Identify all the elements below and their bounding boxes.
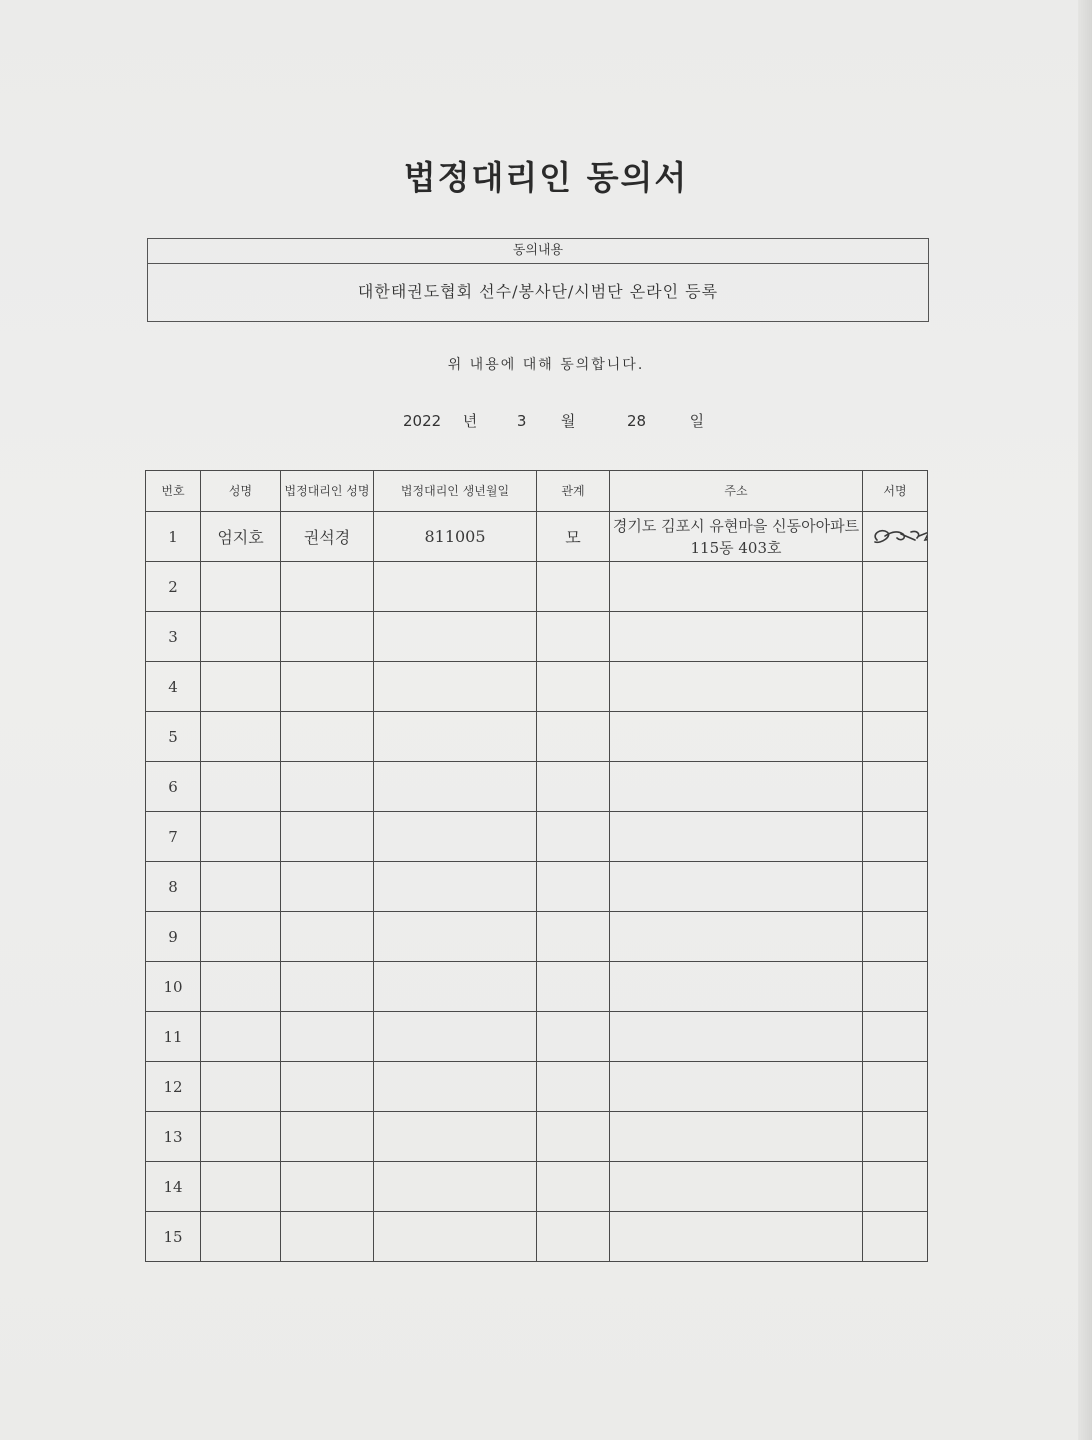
column-header-guardian-name: 법정대리인 성명 (281, 471, 374, 512)
cell-no: 7 (146, 812, 201, 862)
cell-guardian-birth (374, 762, 537, 812)
table-row (146, 1062, 928, 1112)
cell-guardian-name (281, 962, 374, 1012)
table-row (146, 1162, 928, 1212)
cell-address (610, 962, 863, 1012)
cell-name (201, 762, 281, 812)
cell-name (201, 1162, 281, 1212)
cell-signature (863, 812, 928, 862)
column-header-guardian-birth: 법정대리인 생년월일 (374, 471, 537, 512)
cell-address (610, 912, 863, 962)
cell-signature (863, 562, 928, 612)
cell-address (610, 612, 863, 662)
cell-address (610, 1112, 863, 1162)
cell-signature (863, 662, 928, 712)
cell-address: 경기도 김포시 유현마을 신동아아파트 115동 403호 (610, 512, 863, 562)
cell-guardian-birth (374, 912, 537, 962)
cell-relation (537, 1062, 610, 1112)
cell-no: 1 (146, 512, 201, 562)
cell-guardian-name (281, 762, 374, 812)
table-row (146, 512, 928, 562)
cell-guardian-birth (374, 562, 537, 612)
cell-signature (863, 1012, 928, 1062)
cell-relation (537, 712, 610, 762)
cell-guardian-name (281, 662, 374, 712)
cell-relation (537, 1112, 610, 1162)
date-line (403, 410, 704, 431)
cell-signature (863, 862, 928, 912)
cell-guardian-name (281, 812, 374, 862)
consent-box (147, 238, 929, 322)
cell-guardian-name (281, 1162, 374, 1212)
cell-address (610, 562, 863, 612)
column-header-no: 번호 (146, 471, 201, 512)
document-title: 법정대리인 동의서 (403, 158, 689, 197)
page-edge (1078, 0, 1092, 1440)
cell-name (201, 1212, 281, 1262)
date-year-unit: 년 (462, 412, 478, 430)
signature-mark (867, 520, 928, 554)
cell-no: 6 (146, 762, 201, 812)
cell-name (201, 1112, 281, 1162)
cell-no: 3 (146, 612, 201, 662)
cell-relation (537, 1012, 610, 1062)
table-row (146, 912, 928, 962)
cell-guardian-name: 권석경 (281, 512, 374, 562)
cell-guardian-name (281, 612, 374, 662)
cell-address (610, 762, 863, 812)
cell-guardian-name (281, 862, 374, 912)
cell-name (201, 912, 281, 962)
cell-address (610, 1162, 863, 1212)
cell-name (201, 812, 281, 862)
cell-signature (863, 1212, 928, 1262)
cell-guardian-birth (374, 812, 537, 862)
cell-guardian-name (281, 1112, 374, 1162)
table-row (146, 662, 928, 712)
table-row (146, 1112, 928, 1162)
cell-guardian-birth (374, 1162, 537, 1212)
cell-relation (537, 812, 610, 862)
cell-no: 8 (146, 862, 201, 912)
cell-address (610, 1062, 863, 1112)
cell-relation (537, 862, 610, 912)
column-header-signature: 서명 (863, 471, 928, 512)
table-body (146, 512, 928, 1262)
cell-no: 10 (146, 962, 201, 1012)
cell-no: 2 (146, 562, 201, 612)
cell-relation (537, 612, 610, 662)
table-row (146, 762, 928, 812)
cell-no: 9 (146, 912, 201, 962)
cell-signature (863, 1062, 928, 1112)
cell-guardian-birth (374, 712, 537, 762)
cell-guardian-birth: 811005 (374, 512, 537, 562)
cell-relation (537, 662, 610, 712)
cell-signature (863, 612, 928, 662)
cell-no: 15 (146, 1212, 201, 1262)
table-row (146, 962, 928, 1012)
cell-address (610, 712, 863, 762)
cell-name (201, 712, 281, 762)
cell-relation: 모 (537, 512, 610, 562)
date-year: 2022 (403, 412, 442, 430)
table-row (146, 1212, 928, 1262)
cell-address (610, 662, 863, 712)
date-day-unit: 일 (689, 412, 705, 430)
table-row (146, 862, 928, 912)
cell-name (201, 662, 281, 712)
cell-guardian-birth (374, 1112, 537, 1162)
guardian-table (145, 470, 928, 1262)
consent-content: 대한태권도협회 선수/봉사단/시범단 온라인 등록 (357, 282, 719, 301)
cell-guardian-birth (374, 862, 537, 912)
cell-name (201, 862, 281, 912)
cell-name: 엄지호 (201, 512, 281, 562)
cell-signature (863, 512, 928, 562)
cell-name (201, 1062, 281, 1112)
cell-no: 12 (146, 1062, 201, 1112)
date-month: 3 (516, 412, 527, 430)
cell-name (201, 612, 281, 662)
cell-guardian-birth (374, 1012, 537, 1062)
table-header-row (146, 471, 928, 512)
cell-name (201, 962, 281, 1012)
cell-guardian-birth (374, 962, 537, 1012)
cell-signature (863, 1162, 928, 1212)
cell-signature (863, 712, 928, 762)
cell-signature (863, 962, 928, 1012)
cell-address (610, 1012, 863, 1062)
cell-guardian-name (281, 712, 374, 762)
cell-signature (863, 1112, 928, 1162)
cell-guardian-birth (374, 1062, 537, 1112)
cell-relation (537, 762, 610, 812)
cell-name (201, 1012, 281, 1062)
column-header-address: 주소 (610, 471, 863, 512)
cell-no: 5 (146, 712, 201, 762)
column-header-relation: 관계 (537, 471, 610, 512)
cell-signature (863, 762, 928, 812)
column-header-name: 성명 (201, 471, 281, 512)
cell-guardian-name (281, 562, 374, 612)
cell-name (201, 562, 281, 612)
cell-address (610, 862, 863, 912)
cell-guardian-birth (374, 612, 537, 662)
table-row (146, 612, 928, 662)
cell-address (610, 812, 863, 862)
cell-guardian-birth (374, 662, 537, 712)
cell-guardian-name (281, 1212, 374, 1262)
date-month-unit: 월 (560, 412, 576, 430)
consent-header: 동의내용 (148, 239, 928, 264)
table-row (146, 712, 928, 762)
cell-relation (537, 962, 610, 1012)
date-day: 28 (626, 412, 647, 430)
table-row (146, 562, 928, 612)
cell-guardian-name (281, 1062, 374, 1112)
table-row (146, 812, 928, 862)
cell-guardian-name (281, 1012, 374, 1062)
table-row (146, 1012, 928, 1062)
cell-signature (863, 912, 928, 962)
cell-guardian-birth (374, 1212, 537, 1262)
cell-no: 14 (146, 1162, 201, 1212)
cell-no: 11 (146, 1012, 201, 1062)
agreement-statement: 위 내용에 대해 동의합니다. (447, 357, 645, 373)
cell-no: 4 (146, 662, 201, 712)
cell-no: 13 (146, 1112, 201, 1162)
cell-relation (537, 912, 610, 962)
cell-address (610, 1212, 863, 1262)
cell-relation (537, 1212, 610, 1262)
cell-guardian-name (281, 912, 374, 962)
cell-relation (537, 562, 610, 612)
cell-relation (537, 1162, 610, 1212)
